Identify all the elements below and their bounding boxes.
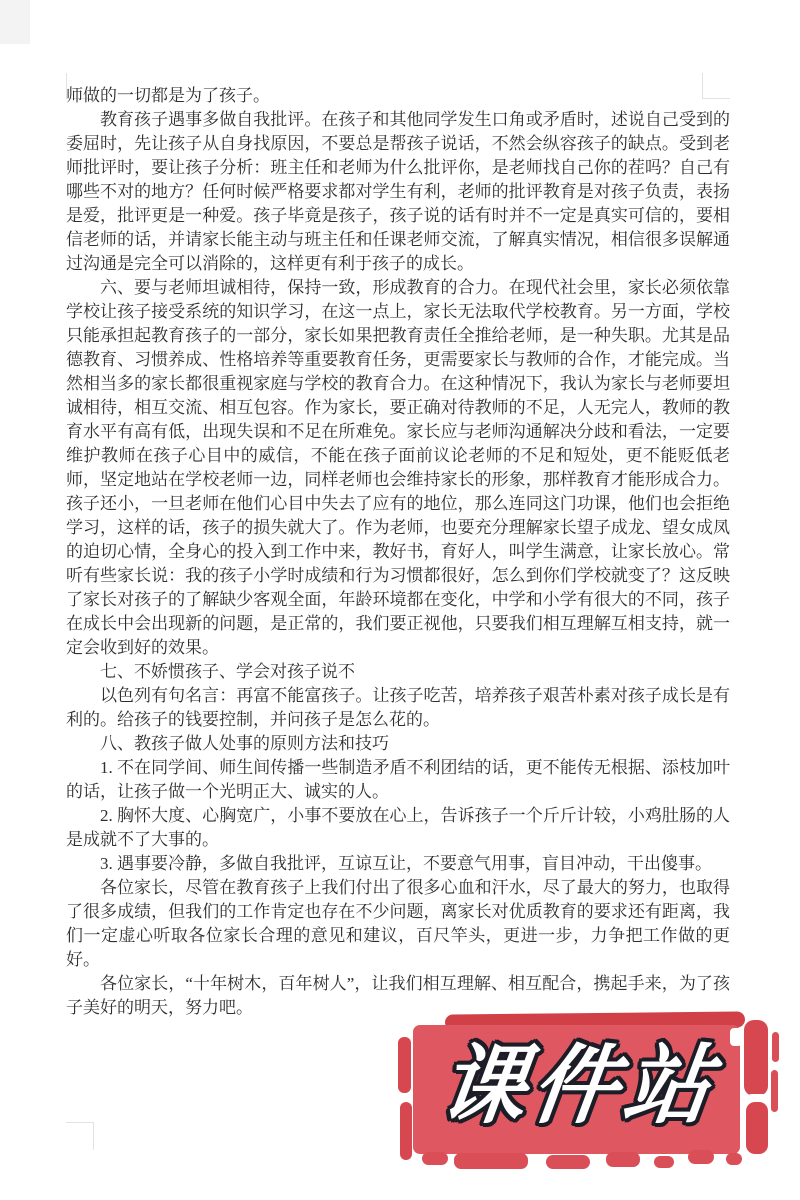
paragraph: 师做的一切都是为了孩子。: [66, 86, 270, 105]
paragraph: 各位家长，尽管在教育孩子上我们付出了很多心血和汗水，尽了最大的努力，也取得了很多成绩，但我们的工作肯定也存在不少问题，离家长对优质教育的要求还有距离，我们一定虚心听取各位家长合理的意见和建议，百尺竿头，更进一步，力争把工作做的更好。: [66, 878, 730, 969]
text-boundary-mark-bottom-left: [93, 1122, 94, 1150]
stamp-brush-blob: [422, 1152, 448, 1165]
paragraph: 教育孩子遇事多做自我批评。在孩子和其他同学发生口角或矛盾时，述说自己受到的委屈时，先让孩子从自身找原因，不要总是帮孩子说话，不然会纵容孩子的缺点。受到老师批评时，要让孩子分析：班主任和老师为什么批评你，是老师找自己你的茬吗？自己有哪些不对的地方？任何时候严格要求都对学生有利，老师的批评教育是对孩子负责，表扬是爱，批评更是一种爱。孩子毕竟是孩子，孩子说的话有时并不一定是真实可信的，要相信老师的话，并请家长能主动与班主任和任课老师交流，了解真实情况，相信很多误解通过沟通是完全可以消除的，这样更有利于孩子的成长。: [66, 110, 730, 273]
list-item: 3. 遇事要冷静，多做自我批评，互谅互让，不要意气用事，盲目冲动，干出傻事。: [100, 854, 712, 873]
stamp-border-right: [744, 1020, 768, 1096]
stamp-border-left: [398, 1037, 411, 1093]
text-boundary-mark-bottom-left: [66, 1122, 94, 1123]
section-heading: 八、教孩子做人处事的原则方法和技巧: [100, 734, 389, 753]
document-body: [66, 84, 730, 1020]
stamp-brush-gap: [748, 1094, 766, 1102]
stamp-border-right: [746, 1102, 768, 1154]
stamp-brush-blob: [688, 1150, 714, 1164]
stamp-brush-blob: [606, 1152, 640, 1167]
stamp-brush-blob: [726, 1153, 742, 1165]
section-heading: 七、不娇惯孩子、学会对孩子说不: [100, 662, 355, 681]
stamp-text: 课件站: [433, 1036, 723, 1136]
page-corner-shade: [0, 0, 30, 44]
list-item: 2. 胸怀大度、心胸宽广，小事不要放在心上，告诉孩子一个斤斤计较，小鸡肚肠的人是成就不了大事的。: [66, 806, 730, 849]
paragraph: 六、要与老师坦诚相待，保持一致，形成教育的合力。在现代社会里，家长必须依靠学校让孩子接受系统的知识学习，在这一点上，家长无法取代学校教育。另一方面，学校只能承担起教育孩子的一部分，家长如果把教育责任全推给老师，是一种失职。尤其是品德教育、习惯养成、性格培养等重要教育任务，更需要家长与教师的合作，才能完成。当然相当多的家长都很重视家庭与学校的教育合力。在这种情况下，我认为家长与老师要坦诚相待，相互交流、相互包容。作为家长，要正确对待教师的不足，人无完人，教师的教育水平有高有低，出现失误和不足在所难免。家长应与老师沟通解决分歧和看法，一定要维护教师在孩子心目中的威信，不能在孩子面前议论老师的不足和短处，更不能贬低老师，坚定地站在学校老师一边，同样老师也会维持家长的形象，那样教育才能形成合力。孩子还小，一旦老师在他们心目中失去了应有的地位，那么连同这门功课，他们也会拒绝学习，这样的话，孩子的损失就大了。作为老师，也要充分理解家长望子成龙、望女成凤的迫切心情，全身心的投入到工作中来，教好书，育好人，叫学生满意，让家长放心。常听有些家长说：我的孩子小学时成绩和行为习惯都很好，怎么到你们学校就变了？这反映了家长对孩子的了解缺少客观全面，年龄环境都在变化，中学和小学有很大的不同，孩子在成长中会出现新的问题，是正常的，我们要正视他，只要我们相互理解互相支持，就一定会收到好的效果。: [66, 278, 730, 657]
stamp-brush-blob: [546, 1155, 590, 1169]
stamp-brush-blob: [654, 1156, 674, 1168]
stamp-border-right: [772, 1032, 779, 1062]
paragraph: 各位家长，“十年树木，百年树人”，让我们相互理解、相互配合，携起手来，为了孩子美好的明天，努力吧。: [66, 974, 730, 1017]
stamp-brush-blob: [454, 1153, 528, 1169]
paragraph: 以色列有句名言：再富不能富孩子。让孩子吃苦，培养孩子艰苦朴素对孩子成长是有利的。给孩子的钱要控制，并问孩子是怎么花的。: [66, 686, 730, 729]
stamp-border-right: [771, 1070, 778, 1112]
list-item: 1. 不在同学间、师生间传播一些制造矛盾不利团结的话，更不能传无根据、添枝加叶的话，让孩子做一个光明正大、诚实的人。: [66, 758, 730, 801]
courseware-stamp: [396, 1006, 792, 1178]
